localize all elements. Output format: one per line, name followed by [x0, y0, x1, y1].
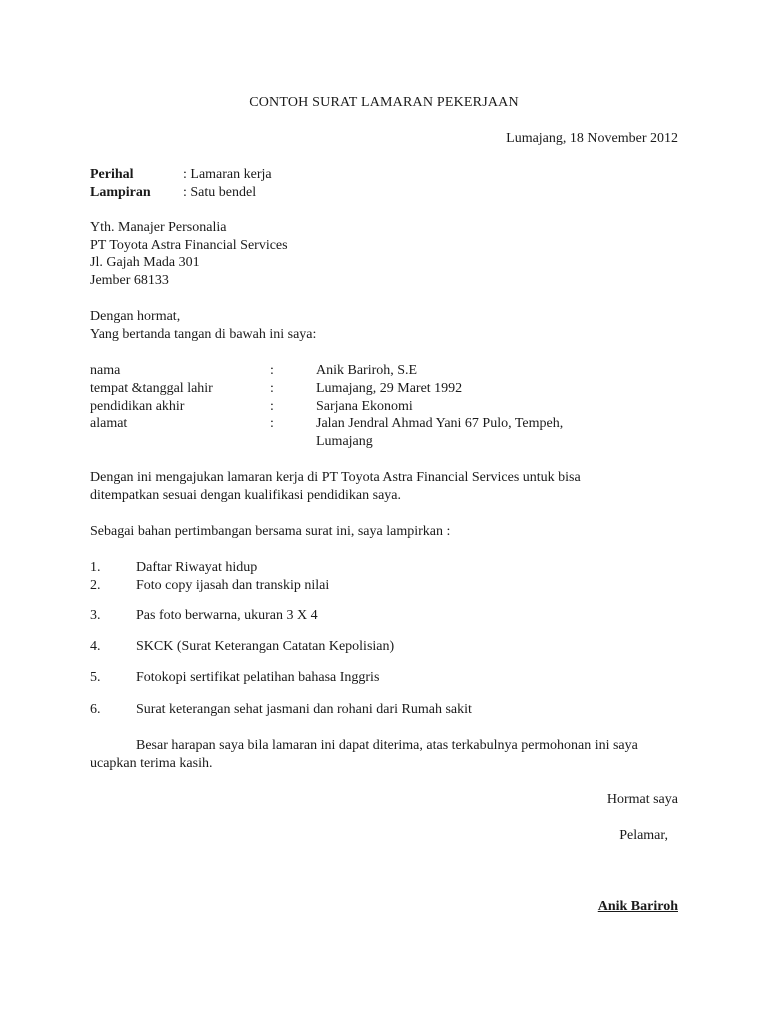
- signoff-pelamar: Pelamar,: [619, 828, 668, 843]
- letter-date: Lumajang, 18 November 2012: [506, 131, 678, 146]
- identity-value: Sarjana Ekonomi: [316, 399, 413, 414]
- attachment-number: 1.: [90, 560, 101, 575]
- lampiran-label: Lampiran: [90, 185, 151, 200]
- recipient-block: [90, 219, 288, 289]
- recipient-line: Jl. Gajah Mada 301: [90, 255, 200, 270]
- attachment-number: 4.: [90, 639, 101, 654]
- body-paragraph-2: [90, 523, 450, 541]
- identity-colon: :: [270, 381, 274, 396]
- attachment-number: 6.: [90, 702, 101, 717]
- perihal-value: : Lamaran kerja: [183, 167, 272, 182]
- greeting-line: Yang bertanda tangan di bawah ini saya:: [90, 326, 317, 342]
- attachment-number: 2.: [90, 578, 101, 593]
- identity-value: Lumajang, 29 Maret 1992: [316, 381, 463, 396]
- attachment-number: 5.: [90, 670, 101, 685]
- identity-colon: :: [270, 416, 274, 431]
- closing-paragraph: [90, 737, 638, 772]
- attachment-number: 3.: [90, 608, 101, 623]
- paragraph-line: ditempatkan sesuai dengan kualifikasi pendidikan saya.: [90, 487, 402, 503]
- identity-label: nama: [90, 363, 121, 378]
- attachment-text: Daftar Riwayat hidup: [136, 560, 258, 575]
- recipient-line: Yth. Manajer Personalia: [90, 220, 227, 235]
- identity-colon: :: [270, 363, 274, 378]
- attachment-text: Surat keterangan sehat jasmani dan rohani dari Rumah sakit: [136, 702, 472, 717]
- attachment-text: Pas foto berwarna, ukuran 3 X 4: [136, 608, 318, 623]
- signoff-hormat: Hormat saya: [606, 792, 678, 807]
- signature-name: Anik Bariroh: [597, 899, 678, 914]
- paragraph-line: Besar harapan saya bila lamaran ini dapat diterima, atas terkabulnya permohonan ini saya: [136, 738, 638, 753]
- identity-label: pendidikan akhir: [90, 399, 185, 414]
- body-paragraph-1: [90, 469, 581, 504]
- greeting-block: [90, 308, 316, 343]
- recipient-line: PT Toyota Astra Financial Services: [90, 237, 288, 253]
- attachment-text: Fotokopi sertifikat pelatihan bahasa Inggris: [136, 670, 380, 685]
- identity-label: alamat: [90, 416, 128, 431]
- identity-label: tempat &tanggal lahir: [90, 381, 213, 396]
- paragraph-line: Sebagai bahan pertimbangan bersama surat ini, saya lampirkan :: [90, 524, 451, 539]
- identity-value: Lumajang: [316, 434, 373, 449]
- lampiran-value: : Satu bendel: [183, 185, 257, 200]
- perihal-label: Perihal: [90, 167, 134, 182]
- paragraph-line: ucapkan terima kasih.: [90, 755, 213, 771]
- perihal-row: [90, 166, 272, 184]
- paragraph-line: Dengan ini mengajukan lamaran kerja di PT Toyota Astra Financial Services untuk bisa: [90, 470, 581, 485]
- identity-value: Jalan Jendral Ahmad Yani 67 Pulo, Tempeh,: [316, 416, 564, 431]
- attachment-text: SKCK (Surat Keterangan Catatan Kepolisian): [136, 639, 395, 654]
- recipient-line: Jember 68133: [90, 272, 169, 288]
- identity-value: Anik Bariroh, S.E: [316, 363, 418, 378]
- lampiran-row: [90, 184, 256, 202]
- letter-title: CONTOH SURAT LAMARAN PEKERJAAN: [249, 95, 519, 110]
- greeting-line: Dengan hormat,: [90, 309, 181, 324]
- attachment-text: Foto copy ijasah dan transkip nilai: [136, 578, 330, 593]
- identity-colon: :: [270, 399, 274, 414]
